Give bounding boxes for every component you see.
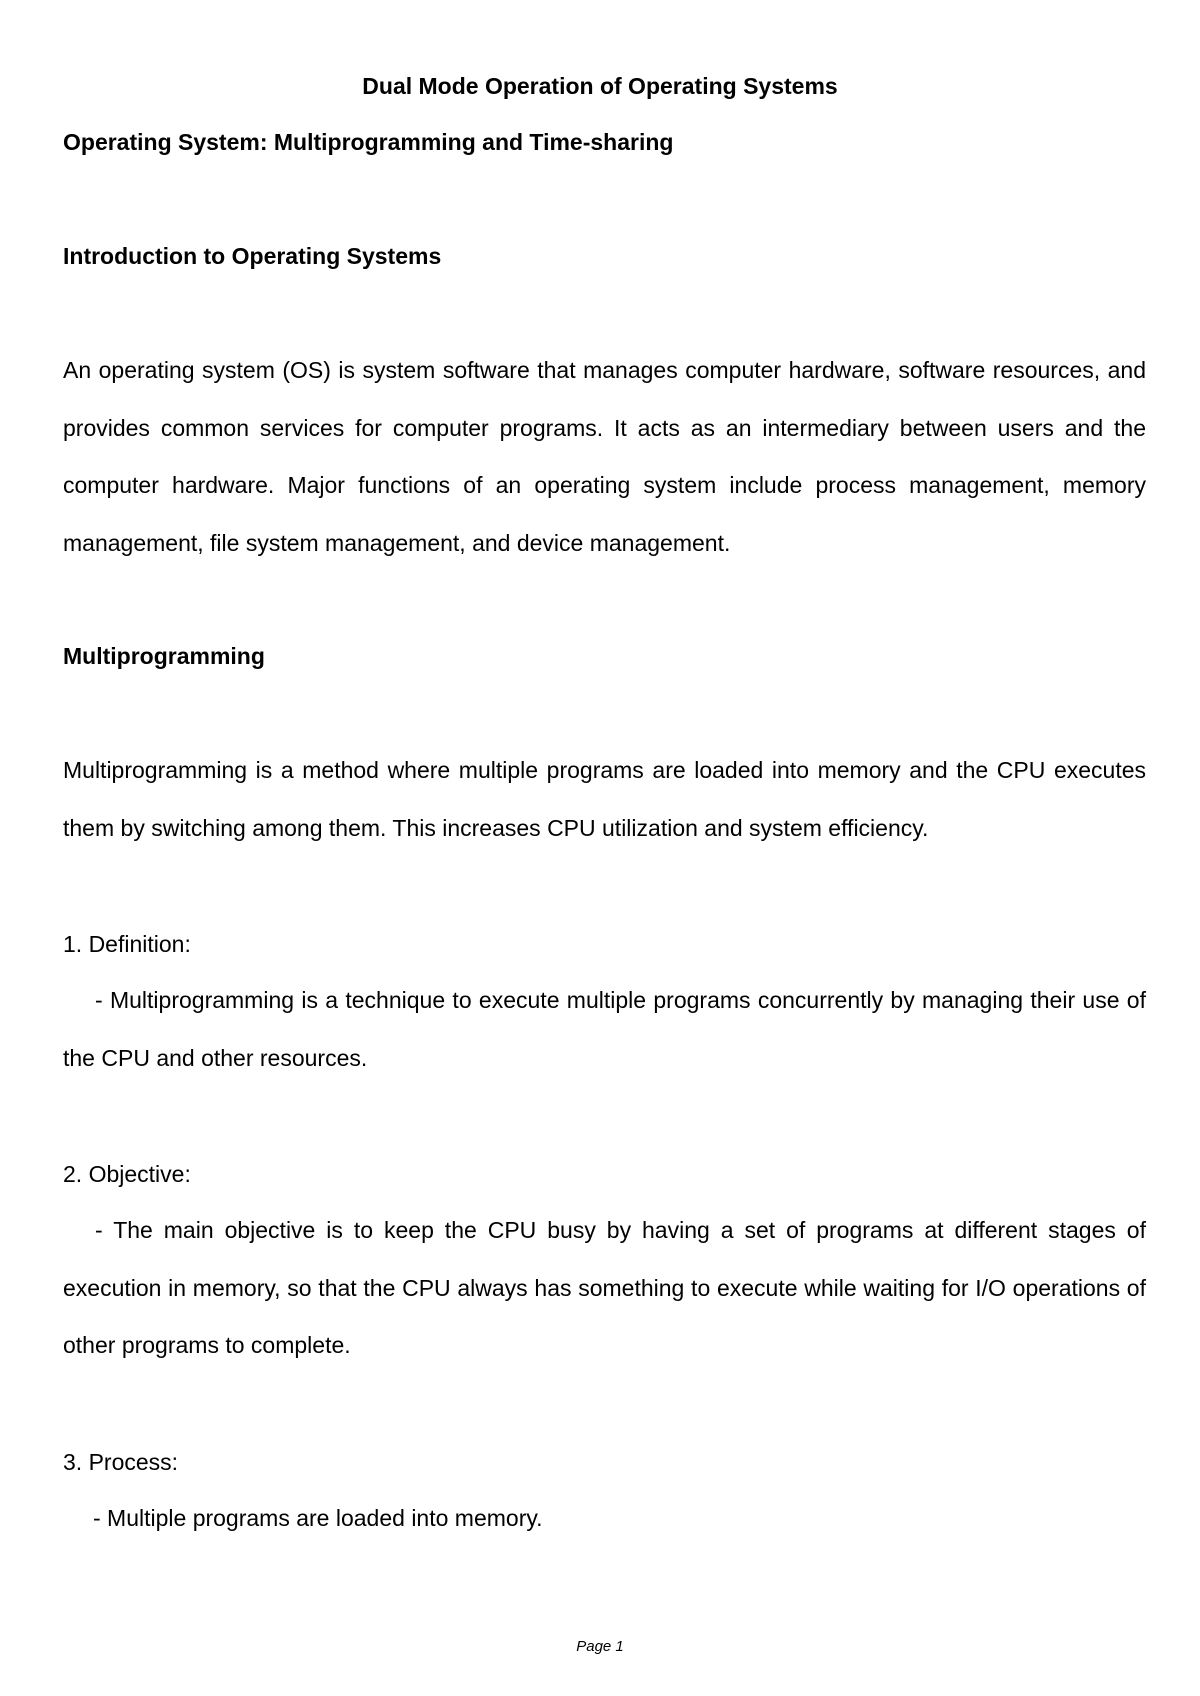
- item-label-process: 3. Process:: [63, 1449, 179, 1475]
- item-text-objective: - The main objective is to keep the CPU busy by having a set of programs at different stages of execution in memory, so that the CPU always has something to execute while waiting for I/O operations of other programs to complete.: [63, 1217, 1146, 1359]
- section-heading-multiprogramming: Multiprogramming: [63, 643, 265, 669]
- document-title: Dual Mode Operation of Operating Systems: [362, 73, 838, 99]
- intro-paragraph: An operating system (OS) is system software that manages computer hardware, software resources, and provides common services for computer programs. It acts as an intermediary between users and the computer hardware. Major functions of an operating system include process management, memory management, file system management, and device management.: [63, 357, 1146, 556]
- section-heading-intro: Introduction to Operating Systems: [63, 243, 442, 269]
- page-number: Page 1: [576, 1638, 624, 1655]
- item-label-objective: 2. Objective:: [63, 1161, 191, 1187]
- item-text-definition: - Multiprogramming is a technique to execute multiple programs concurrently by managing their use of the CPU and other resources.: [63, 987, 1146, 1071]
- item-text-process: - Multiple programs are loaded into memory.: [93, 1505, 543, 1531]
- multiprogramming-paragraph: Multiprogramming is a method where multiple programs are loaded into memory and the CPU executes them by switching among them. This increases CPU utilization and system efficiency.: [63, 757, 1146, 841]
- document-subtitle: Operating System: Multiprogramming and Time-sharing: [63, 129, 674, 155]
- item-label-definition: 1. Definition:: [63, 931, 191, 957]
